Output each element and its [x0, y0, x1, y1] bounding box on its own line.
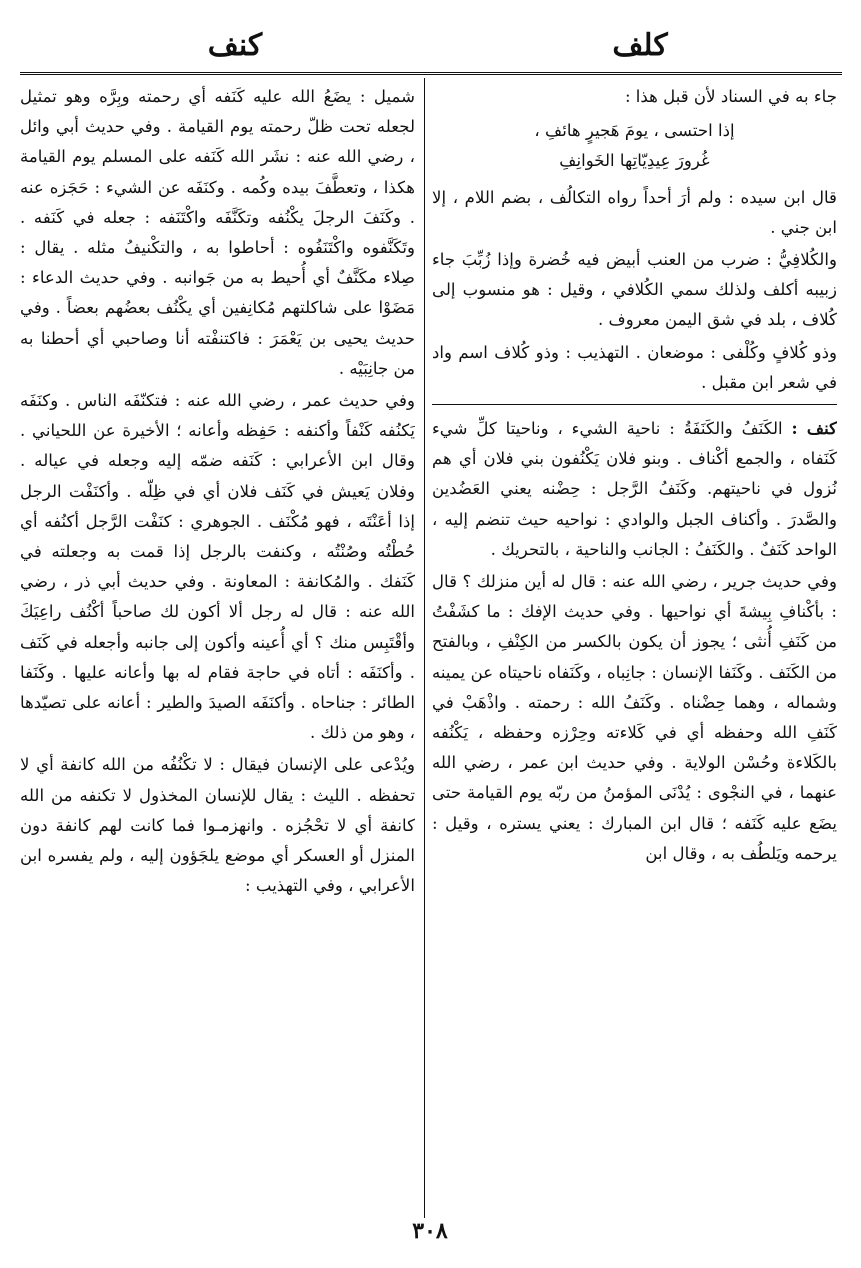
header-root-word-left: كنف	[207, 28, 263, 63]
verse-line: إذا احتسى ، يومَ هَجيرٍ هائفِ ،	[534, 121, 735, 141]
entry-separator	[432, 404, 837, 405]
page-number: ٣٠٨	[412, 1218, 448, 1244]
header-root-word-right: كلف	[612, 28, 668, 63]
paragraph: وفي حديث جرير ، رضي الله عنه : قال له أين منزلك ؟ قال : بأكْنافِ بِيشةَ أي نواحيها . وفي حديث الإفك : ما كشَفْتُ من كَنَفِ أُنثى ؛ يجوز أن يكون بالكسر من الكِنْفِ ، وبالفتح من الكَنَف . وكَنَفا الإنسان : جانِباه ، وكَنَفاه ناحيتاه عن يمينه وشماله ، وهما حِضْناه . وكَنَفُ الله : رحمته . واذْهَبْ في كَنَفِ الله وحفظه أي في كَلاءته وحِرْزه وحفظه ، يَكْنُفه بالكَلاءة وحُسْن الولاية . وفي حديث ابن عمر ، رضي الله عنهما ، في النجْوى : يُدْنَى المؤمنُ من ربّه يوم القيامة حتى يضَع عليه كَنَفه ؛ قال ابن المبارك : يعني يستره ، وقيل : يرحمه ويَلطُف به ، وقال ابن	[432, 572, 837, 863]
right-column	[432, 82, 837, 1212]
verse-line: غُرورَ عِيدِيّاتِها الخَوانِفِ	[559, 151, 710, 171]
poetry-verse	[432, 116, 837, 176]
entry-headword: كنف :	[791, 418, 837, 439]
paragraph: شميل : يضَعُ الله عليه كَنَفه أي رحمته وبِرَّه وهو تمثيل لجعله تحت ظلّ رحمته يوم القيامة . وفي حديث أبي وائل ، رضي الله عنه : نشَر الله كَنَفه على المسلم يوم القيامة هكذا ، وتعطَّفَ بيده وكُمه . وكنَفَه عن الشيء : حَجَزه عنه . وكَنَفَ الرجلَ يكْنُفه وتكَنَّفَه واكْتَنَفه : جعله في كَنَفه . وتَكَنَّفوه واكْتَنَفُوه : أحاطوا به ، والتكْنيفُ مثله . يقال : صِلاء مكَنَّفٌ أي أُحيط به من جَوانبه . وفي حديث الدعاء : مَضَوْا على شاكلتهم مُكانِفين أي يكْنُف بعضُهم بعضاً . وفي حديث يحيى بن يَعْمَرَ : فاكتنفْته أنا وصاحبي أي أحطنا به من جانِبَيْه .	[20, 87, 415, 378]
paragraph	[432, 413, 837, 565]
paragraph: وفي حديث عمر ، رضي الله عنه : فتكنّفَه الناس . وكنَفَه يَكنُفه كَنْفاً وأكنفه : حَفِظه وأعانه ؛ الأخيرة عن اللحياني . وقال ابن الأعرابي : كَنَفه ضمّه إليه وجعله في عياله . وفلان يَعيش في كَنَف فلان أي في ظِلّه . وأكنَفْت الرجل إذا أعَنْتَه ، فهو مُكْنَف . الجوهري : كنَفْت الرَّجل أكنُفه أي حُطْتُه وصُنْتُه ، وكنفت بالرجل إذا قمت به وجعلته في كَنَفك . والمُكانفة : المعاونة . وفي حديث أبي ذر ، رضي الله عنه : قال له رجل ألا أكون لك صاحباً أكْنُف راعِيَكَ وأقْتَبِس منك ؟ أي أُعينه وأكون إلى جانبه وأجعله في كَنَف . وأكنَفَه : أتاه في حاجة فقام له بها وأعانه عليها . وكَنَفا الطائر : جناحاه . وأكنَفَه الصيدَ والطير : أعانه على تصيّدها ، وهو من ذلك .	[20, 391, 415, 743]
column-divider	[424, 78, 425, 1218]
header-rule	[20, 72, 842, 75]
paragraph: قال ابن سيده : ولم أرَ أحداً رواه التكالُف ، بضم اللام ، إلا ابن جني .	[432, 187, 837, 237]
paragraph: ويُدْعى على الإنسان فيقال : لا تكْنُفُه من الله كانفة أي لا تحفظه . الليث : يقال للإنسان المخذول لا تكنفه من الله كانفة أي لا تحْجُزه . وانهزمـوا فما كانت لهم كانفة دون المنزل أو العسكر أي موضع يلجَؤون إليه ، ولم يفسره ابن الأعرابي ، وفي التهذيب :	[20, 755, 415, 896]
left-column	[20, 82, 415, 1212]
paragraph: وذو كُلافٍ وكُلْفى : موضعان . التهذيب : وذو كُلاف اسم واد في شعر ابن مقبل .	[432, 342, 837, 392]
paragraph: جاء به في السناد لأن قبل هذا :	[624, 87, 837, 106]
paragraph: والكُلافِيُّ : ضرب من العنب أبيض فيه خُضرة وإذا زُبِّبَ جاء زبيبه أكلف ولذلك سمي الكُلافي ، وقيل : هو منسوب إلى كُلاف ، بلد في شق اليمن معروف .	[432, 250, 837, 330]
entry-text: الكَنَفُ والكَنَفَةُ : ناحية الشيء ، وناحيتا كلِّ شيء كَنَفاه ، والجمع أكْناف . وبنو فلان يَكْنُفون بني فلان أي هم نُزول في ناحيتهم. وكَنَفُ الرَّجل : حِضْنه يعني العَضُدين والصَّدرَ . وأكناف الجبل والوادي : نواحيه حيث تنضم إليه ، الواحد كَنَفٌ . والكَنَفُ : الجانب والناحية ، بالتحريك .	[432, 419, 837, 559]
